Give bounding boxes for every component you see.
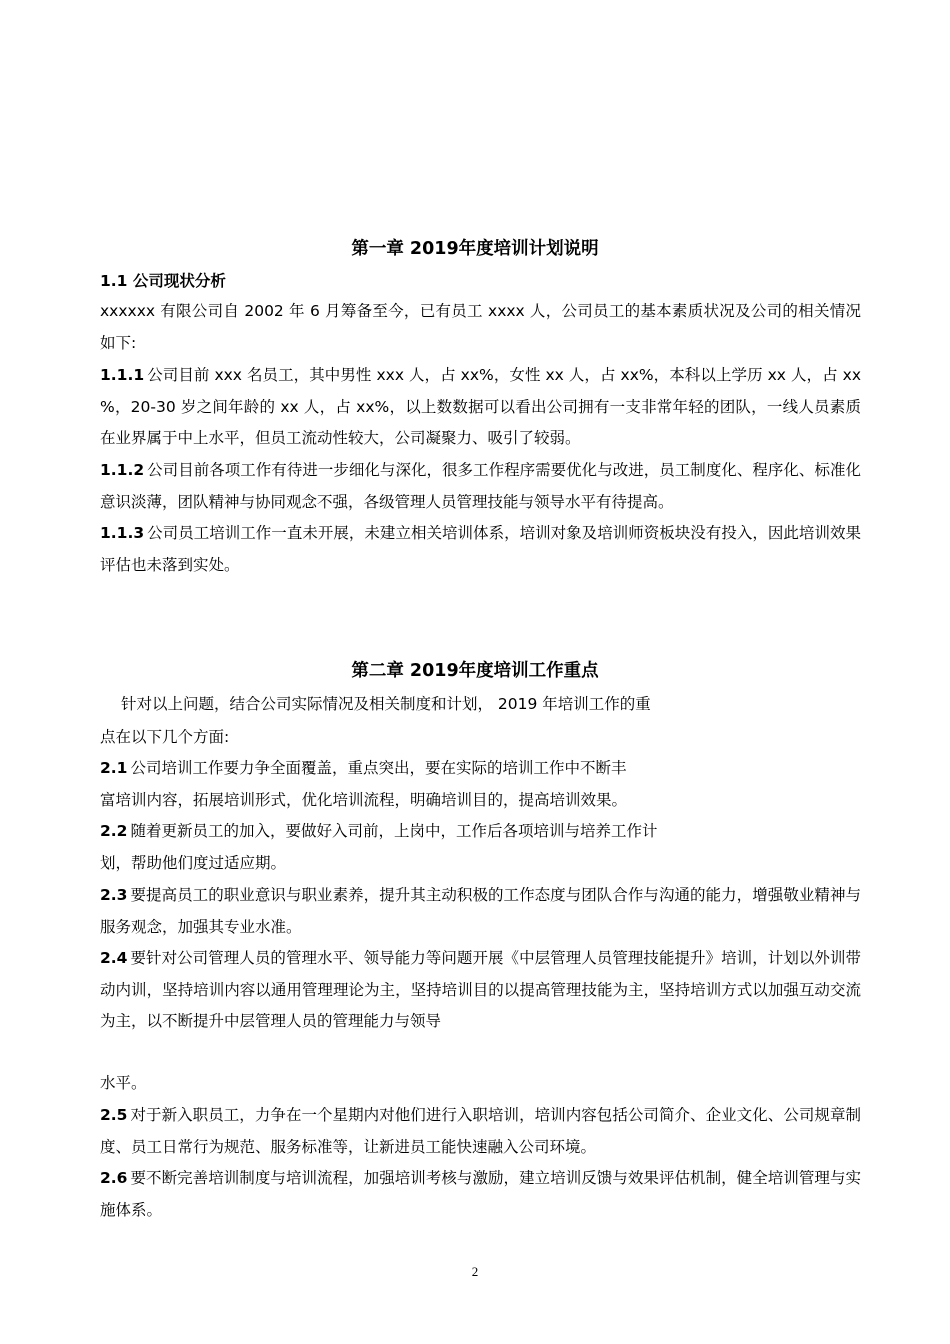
item-2-1-line2: 富培训内容，拓展培训形式，优化培训流程，明确培训目的，提高培训效果。 [100, 791, 628, 809]
item-2-4-continuation: 水平。 [100, 1074, 147, 1092]
chapter-2-title: 第二章 2019年度培训工作重点 [351, 661, 599, 681]
item-2-6 [100, 1163, 861, 1226]
item-2-1-line1 [100, 758, 626, 778]
item-number: 1.1.1 [100, 366, 145, 384]
item-number: 1.1.3 [100, 524, 145, 542]
item-1-1-1 [100, 360, 861, 455]
item-text: 公司培训工作要力争全面覆盖，重点突出，要在实际的培训工作中不断丰 [130, 759, 627, 777]
item-number: 1.1.2 [100, 461, 145, 479]
item-text: 公司员工培训工作一直未开展，未建立相关培训体系，培训对象及培训师资板块没有投入，因此培训效果评估也未落到实处。 [100, 524, 861, 574]
section-1-1-heading: 1.1 公司现状分析 [100, 272, 226, 290]
item-number: 2.5 [100, 1106, 128, 1124]
item-text: 要不断完善培训制度与培训流程，加强培训考核与激励，建立培训反馈与效果评估机制，健全培训管理与实施体系。 [100, 1169, 861, 1219]
item-2-2-line2: 划，帮助他们度过适应期。 [100, 854, 287, 872]
item-number: 2.2 [100, 822, 128, 840]
item-text: 随着更新员工的加入，要做好入司前，上岗中，工作后各项培训与培养工作计 [130, 822, 658, 840]
item-text: 要提高员工的职业意识与职业素养，提升其主动积极的工作态度与团队合作与沟通的能力，增强敬业精神与服务观念，加强其专业水准。 [100, 886, 861, 936]
item-2-3 [100, 880, 861, 943]
chapter-1-intro: xxxxxx 有限公司自 2002 年 6 月筹备至今，已有员工 xxxx 人，公司员工的基本素质状况及公司的相关情况如下: [100, 302, 861, 352]
item-2-4 [100, 943, 861, 1038]
item-number: 2.4 [100, 949, 128, 967]
item-1-1-3 [100, 518, 861, 581]
chapter-2-intro-line1: 针对以上问题，结合公司实际情况及相关制度和计划， 2019 年培训工作的重 [121, 695, 651, 713]
chapter-1-title: 第一章 2019年度培训计划说明 [351, 239, 599, 259]
item-number: 2.6 [100, 1169, 128, 1187]
item-text: 要针对公司管理人员的管理水平、领导能力等问题开展《中层管理人员管理技能提升》培训，计划以外训带动内训，坚持培训内容以通用管理理论为主，坚持培训目的以提高管理技能为主，坚持培训方式以加强互动交流为主，以不断提升中层管理人员的管理能力与领导 [100, 949, 861, 1030]
item-number: 2.3 [100, 886, 128, 904]
item-2-2-line1 [100, 821, 657, 841]
item-text: 对于新入职员工，力争在一个星期内对他们进行入职培训，培训内容包括公司简介、企业文化、公司规章制度、员工日常行为规范、服务标准等，让新进员工能快速融入公司环境。 [100, 1106, 861, 1156]
item-text: 公司目前 xxx 名员工，其中男性 xxx 人，占 xx%，女性 xx 人，占 xx%，本科以上学历 xx 人，占 xx %，20-30 岁之间年龄的 xx 人，占 xx%，以上数数据可以看出公司拥有一支非常年轻的团队，一线人员素质在业界属于中上水平，但员工流动性较大，公司凝聚力、吸引了较弱。 [100, 366, 861, 447]
page-number: 2 [471, 1264, 479, 1279]
item-number: 2.1 [100, 759, 128, 777]
item-text: 公司目前各项工作有待进一步细化与深化，很多工作程序需要优化与改进，员工制度化、程序化、标准化意识淡薄，团队精神与协同观念不强，各级管理人员管理技能与领导水平有待提高。 [100, 461, 861, 511]
chapter-2-intro-line2: 点在以下几个方面: [100, 728, 230, 746]
item-1-1-2 [100, 455, 861, 518]
item-2-5 [100, 1100, 861, 1163]
